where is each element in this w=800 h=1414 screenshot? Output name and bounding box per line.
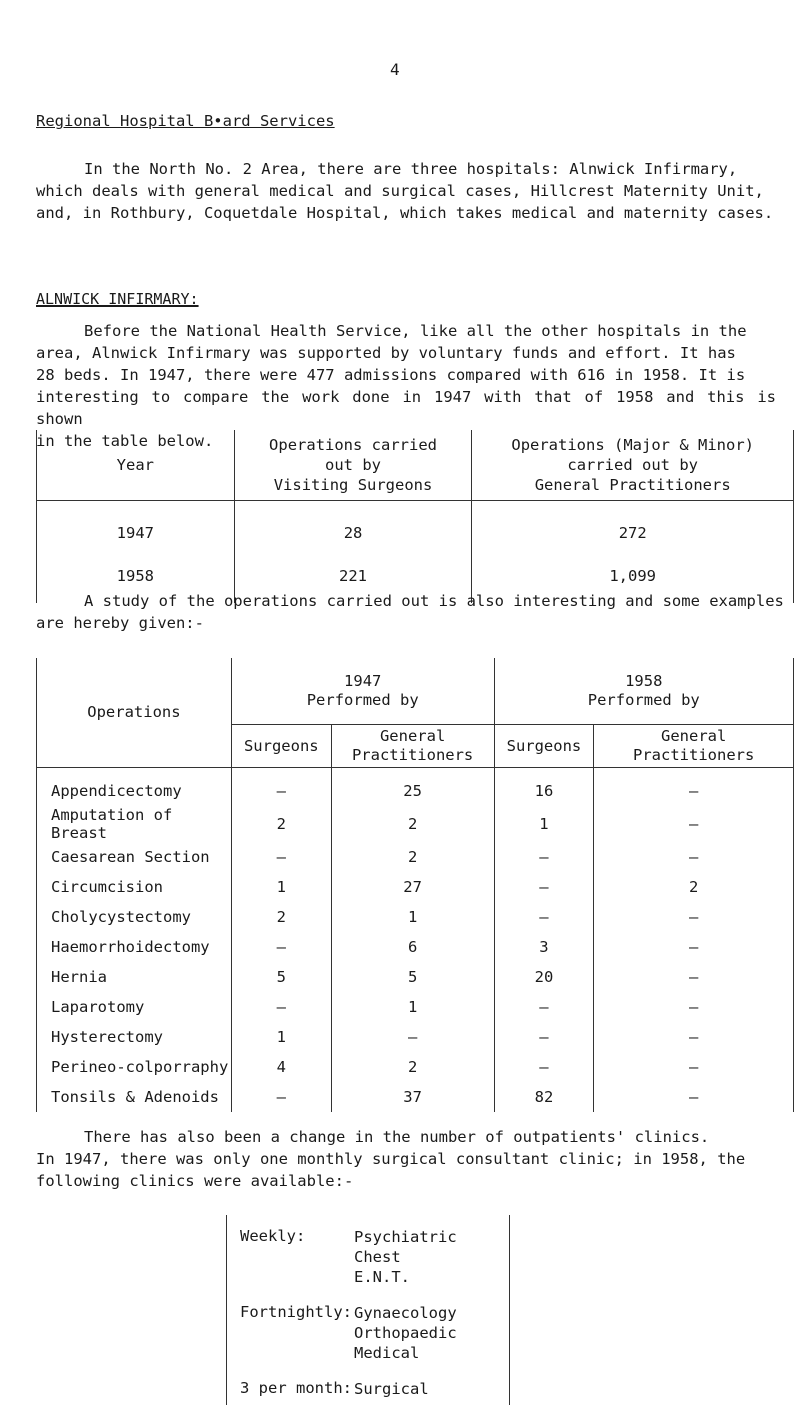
gp-cell: 1,099 (609, 566, 657, 585)
study-paragraph (36, 590, 784, 634)
header-line: Performed by (306, 691, 419, 709)
header-surgeons-1958: Surgeons (494, 725, 594, 768)
value-cell: – (331, 1022, 494, 1052)
header-1958 (494, 658, 793, 725)
value-cell: 2 (231, 902, 331, 932)
clinic-item: Orthopaedic (354, 1324, 457, 1342)
operation-cell: Hysterectomy (37, 1022, 232, 1052)
value-cell: 20 (494, 962, 594, 992)
table-row (37, 1052, 794, 1082)
value-cell: – (494, 1052, 594, 1082)
value-cell: 5 (331, 962, 494, 992)
alnwick-line: interesting to compare the work done in 1947 with that of 1958 and this is shown (36, 388, 776, 428)
header-line: out by (325, 456, 382, 474)
clinic-items (354, 1379, 429, 1399)
value-cell: – (689, 1058, 699, 1076)
value-cell: 1 (494, 806, 594, 842)
header-line: Practitioners (633, 746, 755, 764)
value-cell: 37 (331, 1082, 494, 1112)
header-line: carried out by (567, 456, 699, 474)
page-number: 4 (390, 60, 400, 79)
table-row (37, 501, 794, 555)
clinic-frequency: Fortnightly: (240, 1303, 352, 1321)
value-cell: 1 (331, 992, 494, 1022)
value-cell: – (689, 782, 699, 800)
value-cell: 2 (331, 842, 494, 872)
header-line: Performed by (587, 691, 700, 709)
value-cell: 2 (331, 1052, 494, 1082)
value-cell: 1 (231, 1022, 331, 1052)
intro-line: which deals with general medical and surgical cases, Hillcrest Maternity Unit, (36, 182, 764, 200)
operation-cell: Laparotomy (37, 992, 232, 1022)
value-cell: 1 (331, 902, 494, 932)
table-row (37, 768, 794, 807)
operation-cell: Tonsils & Adenoids (37, 1082, 232, 1112)
value-cell: – (494, 872, 594, 902)
value-cell: – (689, 998, 699, 1016)
alnwick-line: area, Alnwick Infirmary was supported by voluntary funds and effort. It has (36, 344, 736, 362)
value-cell: 25 (331, 768, 494, 807)
clinic-item: Chest (354, 1248, 401, 1266)
operation-cell: Circumcision (37, 872, 232, 902)
table-row (37, 962, 794, 992)
value-cell: 82 (494, 1082, 594, 1112)
visiting-cell: 28 (234, 501, 472, 555)
study-line: A study of the operations carried out is also interesting and some examples (84, 592, 784, 610)
value-cell: 2 (689, 878, 699, 896)
operations-table (36, 658, 794, 1112)
clinic-frequency: 3 per month: (240, 1379, 352, 1397)
alnwick-line: Before the National Health Service, like all the other hospitals in the (84, 322, 747, 340)
clinic-frequency: Weekly: (240, 1227, 306, 1245)
header-line: 1947 (344, 672, 382, 690)
visiting-cell: 221 (234, 554, 472, 603)
value-cell: – (689, 908, 699, 926)
year-cell: 1947 (37, 501, 235, 555)
outpatients-line: There has also been a change in the number of outpatients' clinics. (84, 1128, 710, 1146)
table-row (37, 1082, 794, 1112)
operation-cell: Amputation of Breast (37, 806, 232, 842)
value-cell: 27 (331, 872, 494, 902)
gp-cell: 272 (618, 523, 647, 542)
clinic-item: Psychiatric (354, 1228, 457, 1246)
clinic-item: E.N.T. (354, 1268, 410, 1286)
value-cell: – (231, 842, 331, 872)
value-cell: – (231, 768, 331, 807)
value-cell: 2 (331, 806, 494, 842)
operation-cell: Haemorrhoidectomy (37, 932, 232, 962)
value-cell: 3 (494, 932, 594, 962)
header-line: Operations (Major & Minor) (511, 436, 754, 454)
operation-cell: Perineo-colporraphy (37, 1052, 232, 1082)
value-cell: – (494, 842, 594, 872)
clinics-list (226, 1215, 510, 1405)
value-cell: – (494, 992, 594, 1022)
page-heading: Regional Hospital B•ard Services (36, 112, 335, 130)
header-line: Operations carried (269, 436, 438, 454)
header-visiting-surgeons (234, 430, 472, 501)
study-line: are hereby given:- (36, 614, 204, 632)
intro-line: and, in Rothbury, Coquetdale Hospital, which takes medical and maternity cases. (36, 204, 774, 222)
value-cell: – (494, 902, 594, 932)
value-cell: – (689, 815, 699, 833)
year-cell: 1958 (37, 554, 235, 603)
value-cell: – (231, 1082, 331, 1112)
alnwick-line: in the table below. (36, 432, 214, 450)
header-line: General (661, 727, 727, 745)
header-line: Visiting Surgeons (273, 476, 433, 494)
header-line: General Practitioners (534, 476, 731, 494)
header-operations: Operations (37, 658, 232, 768)
value-cell: 6 (331, 932, 494, 962)
table-row (37, 902, 794, 932)
clinic-item: Gynaecology (354, 1304, 457, 1322)
header-line: Practitioners (351, 746, 474, 764)
header-line: General (379, 727, 446, 745)
value-cell: 5 (231, 962, 331, 992)
intro-line: In the North No. 2 Area, there are three hospitals: Alnwick Infirmary, (84, 160, 738, 178)
value-cell: – (231, 932, 331, 962)
operation-cell: Hernia (37, 962, 232, 992)
operation-cell: Cholycystectomy (37, 902, 232, 932)
value-cell: 4 (231, 1052, 331, 1082)
value-cell: 16 (494, 768, 594, 807)
comparison-table (36, 430, 794, 603)
alnwick-line: 28 beds. In 1947, there were 477 admissions compared with 616 in 1958. It is (36, 366, 746, 384)
header-line: 1958 (625, 672, 663, 690)
value-cell: 1 (231, 872, 331, 902)
value-cell: – (689, 1028, 699, 1046)
value-cell: – (231, 992, 331, 1022)
value-cell: 2 (231, 806, 331, 842)
header-surgeons-1947: Surgeons (231, 725, 331, 768)
outpatients-paragraph (36, 1126, 776, 1192)
table-row (37, 842, 794, 872)
value-cell: – (689, 848, 699, 866)
header-gp-1947 (331, 725, 494, 768)
value-cell: – (689, 1088, 699, 1106)
value-cell: – (689, 968, 699, 986)
header-year: Year (37, 430, 235, 501)
value-cell: – (689, 938, 699, 956)
table-row (37, 872, 794, 902)
table-row (37, 1022, 794, 1052)
clinic-items (354, 1303, 457, 1363)
clinic-item: Surgical (354, 1380, 429, 1398)
table-row (37, 932, 794, 962)
clinic-item: Medical (354, 1344, 420, 1362)
operation-cell: Appendicectomy (37, 768, 232, 807)
outpatients-line: In 1947, there was only one monthly surgical consultant clinic; in 1958, the (36, 1150, 746, 1168)
operation-cell: Caesarean Section (37, 842, 232, 872)
alnwick-heading: ALNWICK INFIRMARY: (36, 290, 199, 308)
outpatients-line: following clinics were available:- (36, 1172, 354, 1190)
clinic-items (354, 1227, 457, 1287)
header-general-practitioners (472, 430, 794, 501)
header-1947 (231, 658, 494, 725)
header-gp-1958 (594, 725, 794, 768)
table-row (37, 806, 794, 842)
intro-paragraph (36, 158, 776, 224)
value-cell: – (494, 1022, 594, 1052)
table-row (37, 992, 794, 1022)
